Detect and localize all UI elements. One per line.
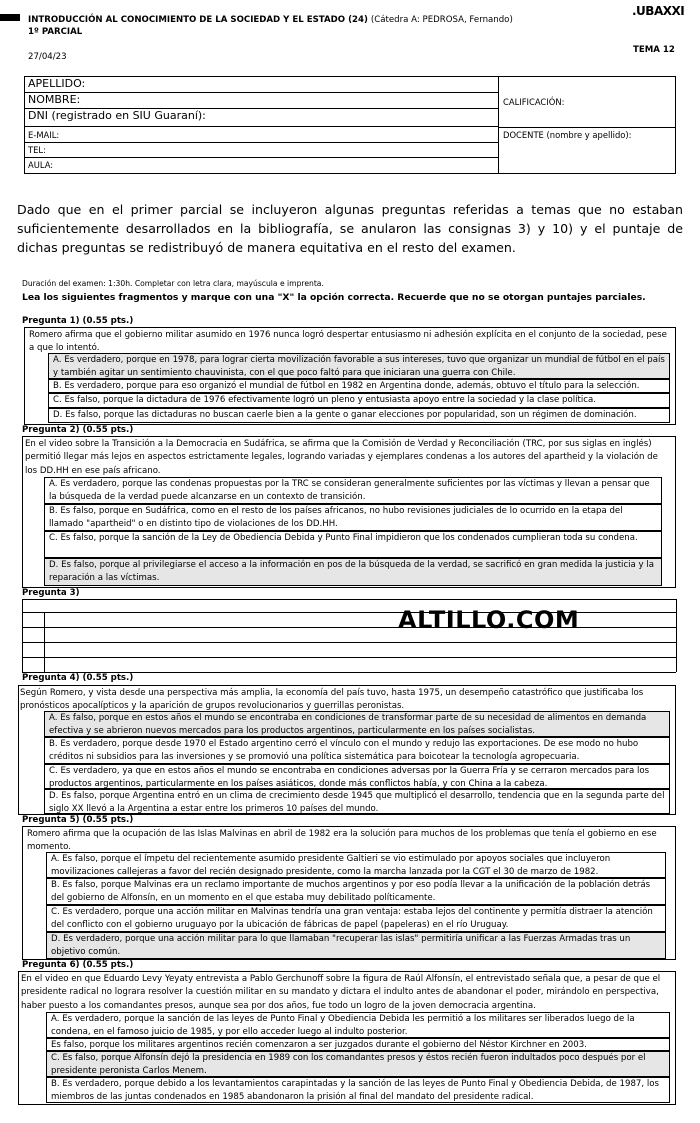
question-statement: Romero afirma que el gobierno militar asumido en 1976 nunca logró despertar entusiasmo ni adhesión explícita en el conjunto de la sociedad, pese a que lo intentó. (29, 330, 667, 354)
question-1-option-a[interactable]: A. Es verdadero, porque en 1978, para lograr cierta movilización favorable a sus intereses, tuvo que organizar un mundial de fútbol en el país y también agitar un sentimiento chauvinista, con el que poco faltó para que iniciaran una guerra con Chile. (48, 353, 670, 379)
question-statement: En el video sobre la Transición a la Democracia en Sudáfrica, se afirma que la Comisión de Verdad y Reconciliación (TRC, por sus siglas en inglés) permitió llegar más lejos en aspectos estrictamente legales, logrando variadas y ejemplares condenas a los autores del apartheid y la violación de los DD.HH en ese país africano. (25, 439, 658, 476)
question-5-option-c[interactable]: C. Es verdadero, porque una acción militar en Malvinas tendría una gran ventaja: estaba lejos del continente y permitía distraer la atención del conflicto con el gobierno uruguayo por la ubicación de fábricas de papel (papeleras) en el río Uruguay. (46, 905, 666, 932)
question-6-option-c[interactable]: C. Es falso, porque Alfonsín dejó la presidencia en 1989 con los comandantes presos y éstos recién fueron indultados poco después por el presidente peronista Carlos Menem. (46, 1051, 670, 1077)
question-1-option-b[interactable]: B. Es verdadero, porque para eso organizó el mundial de fútbol en 1982 en Argentina donde, además, obtuvo el título para la selección. (48, 379, 670, 393)
watermark: ALTILLO.COM (398, 606, 580, 634)
question-6-option-a[interactable]: A. Es verdadero, porque la sanción de las leyes de Punto Final y Obediencia Debida les permitió a los militares ser liberados luego de la condena, en el famoso juicio de 1985, y por ello acceder luego al indulto posterior. (46, 1012, 670, 1038)
tema-label: TEMA 12 (633, 45, 675, 55)
header-mark (0, 14, 20, 21)
docente-label: DOCENTE (nombre y apellido): (503, 130, 632, 140)
question-title: Pregunta 1) (0.55 pts.) (22, 316, 134, 326)
parcial-label: 1º PARCIAL (28, 27, 83, 37)
tel-field[interactable]: TEL: (25, 143, 498, 158)
question-statement: En el video en que Eduardo Levy Yeyaty entrevista a Pablo Gerchunoff sobre la figura de Raúl Alfonsín, el entrevistado señala que, a pesar de que el presidente radical no lograra resolver la cuestión militar en su mandato y dictara el indulto antes de abandonar el poder, mirándolo en perspectiva, haber puesto a los comandantes presos, aunque sea por dos años, fue todo un logro de la joven democracia argentina. (21, 974, 661, 1011)
question-4-option-a[interactable]: A. Es falso, porque en estos años el mundo se encontraba en condiciones de transformar parte de su necesidad de alimentos en demanda efectiva y se abrieron nuevos mercados para los productos argentinos, particularmente en los países socialistas. (44, 711, 670, 737)
question-5-option-d[interactable]: D. Es verdadero, porque una acción militar para lo que llamaban "recuperar las islas" permitiría unificar a las Fuerzas Armadas tras un objetivo común. (46, 932, 666, 959)
question-4-option-b[interactable]: B. Es verdadero, porque desde 1970 el Estado argentino cerró el vínculo con el mundo y redujo las exportaciones. De ese modo no hubo créditos ni subsidios para las inversiones y se promovió una política sistemática para boicotear la tecnología agropecuaria. (44, 737, 670, 764)
question-title: Pregunta 6) (0.55 pts.) (22, 960, 134, 970)
question-4-option-c[interactable]: C. Es verdadero, ya que en estos años el mundo se encontraba en condiciones adversas por la Guerra Fría y se cerraron mercados para los productos argentinos, particularmente en los países asiáticos, donde más conflictos había, y con China a la cabeza. (44, 764, 670, 789)
question-statement: Romero afirma que la ocupación de las Islas Malvinas en abril de 1982 era la solución para muchos de los problemas que tenía el gobierno en ese momento. (27, 829, 657, 853)
question-4-option-d[interactable]: D. Es falso, porque Argentina entró en un clima de crecimiento desde 1945 que multiplicó el desarrollo, tendencia que en la segunda parte del siglo XX llevó a la Argentina a estar entre los primeros 10 países del mundo. (44, 789, 670, 814)
question-5-option-a[interactable]: A. Es falso, porque el ímpetu del recientemente asumido presidente Galtieri se vio estimulado por apoyos sociales que incluyeron movilizaciones callejeras a favor del recién designado presidente, como la marcha lanzada por la CGT el 30 de marzo de 1982. (46, 852, 666, 878)
question-2-option-d[interactable]: D. Es falso, porque al privilegiarse el acceso a la información en pos de la búsqueda de la verdad, se sacrificó en gran medida la justicia y la reparación a las víctimas. (44, 558, 662, 586)
question-title: Pregunta 3) (22, 588, 80, 598)
question-title: Pregunta 5) (0.55 pts.) (22, 815, 134, 825)
question-6-option-d[interactable]: B. Es verdadero, porque debido a los levantamientos carapintadas y la sanción de las leyes de Punto Final y Obediencia Debida, de 1987, los miembros de las juntas condenados en 1985 abandonaron la prisión al final del mandato del presidente radical. (46, 1077, 670, 1103)
question-5-option-b[interactable]: B. Es falso, porque Malvinas era un reclamo importante de muchos argentinos y por eso podía llevar a la unificación de la población detrás del gobierno de Alfonsín, en un momento en el que estaba muy debilitado políticamente. (46, 878, 666, 905)
student-fields (25, 77, 499, 173)
question-6-option-b[interactable]: Es falso, porque los militares argentinos recién comenzaron a ser juzgados durante el gobierno del Néstor Kirchner en 2003. (46, 1038, 670, 1051)
calificacion-label: CALIFICACIÓN: (503, 97, 565, 107)
exam-date: 27/04/23 (28, 52, 67, 62)
exam-instruction: Lea los siguientes fragmentos y marque con una "X" la opción correcta. Recuerde que no se otorgan puntajes parciales. (22, 292, 646, 303)
nombre-field[interactable]: NOMBRE: (25, 93, 498, 109)
question-2-option-a[interactable]: A. Es verdadero, porque las condenas propuestas por la TRC se consideran generalmente suficientes por las víctimas y llevan a pensar que la búsqueda de la verdad puede alcanzarse en un contexto de transición. (44, 477, 662, 504)
question-title: Pregunta 4) (0.55 pts.) (22, 673, 134, 683)
aula-field[interactable]: AULA: (28, 160, 54, 170)
exam-notice: Dado que en el primer parcial se incluyeron algunas preguntas referidas a temas que no estaban suficientemente desarrollados en la bibliografía, se anularon las consignas 3) y 10) y el puntaje de dichas preguntas se redistribuyó de manera equitativa en el resto del examen. (17, 202, 683, 255)
email-field[interactable]: E-MAIL: (25, 127, 498, 143)
question-2-option-b[interactable]: B. Es falso, porque en Sudáfrica, como en el resto de los países africanos, no hubo revisiones judiciales de lo ocurrido en la etapa del llamado "apartheid" o en distinto tipo de violaciones de los DD.HH. (44, 504, 662, 531)
exam-duration: Duración del examen: 1:30h. Completar con letra clara, mayúscula e imprenta. (22, 279, 324, 288)
question-1-option-c[interactable]: C. Es falso, porque la dictadura de 1976 efectivamente logró un pleno y entusiasta apoyo entre la sociedad y la clase política. (48, 393, 670, 408)
apellido-field[interactable]: APELLIDO: (25, 77, 498, 93)
course-title: INTRODUCCIÓN AL CONOCIMIENTO DE LA SOCIEDAD Y EL ESTADO (24) (Cátedra A: PEDROSA, Fernando) (28, 15, 513, 25)
question-title: Pregunta 2) (0.55 pts.) (22, 425, 134, 435)
question-statement: Según Romero, y vista desde una perspectiva más amplia, la economía del país tuvo, hasta 1975, un desempeño catastrófico que justificaba los pronósticos apocalípticos y la aparición de grupos revolucionarios y guerrillas peronistas. (20, 688, 644, 712)
question-2-option-c[interactable]: C. Es falso, porque la sanción de la Ley de Obediencia Debida y Punto Final impidieron que los condenados cumplieran toda su condena. (44, 531, 662, 558)
question-1-option-d[interactable]: D. Es falso, porque las dictaduras no buscan caerle bien a la gente o ganar elecciones por popularidad, son un régimen de dominación. (48, 408, 670, 423)
uba-logo: .UBAXXI (632, 4, 685, 18)
dni-field[interactable]: DNI (registrado en SIU Guaraní): (25, 109, 498, 127)
student-info-table (24, 76, 676, 174)
